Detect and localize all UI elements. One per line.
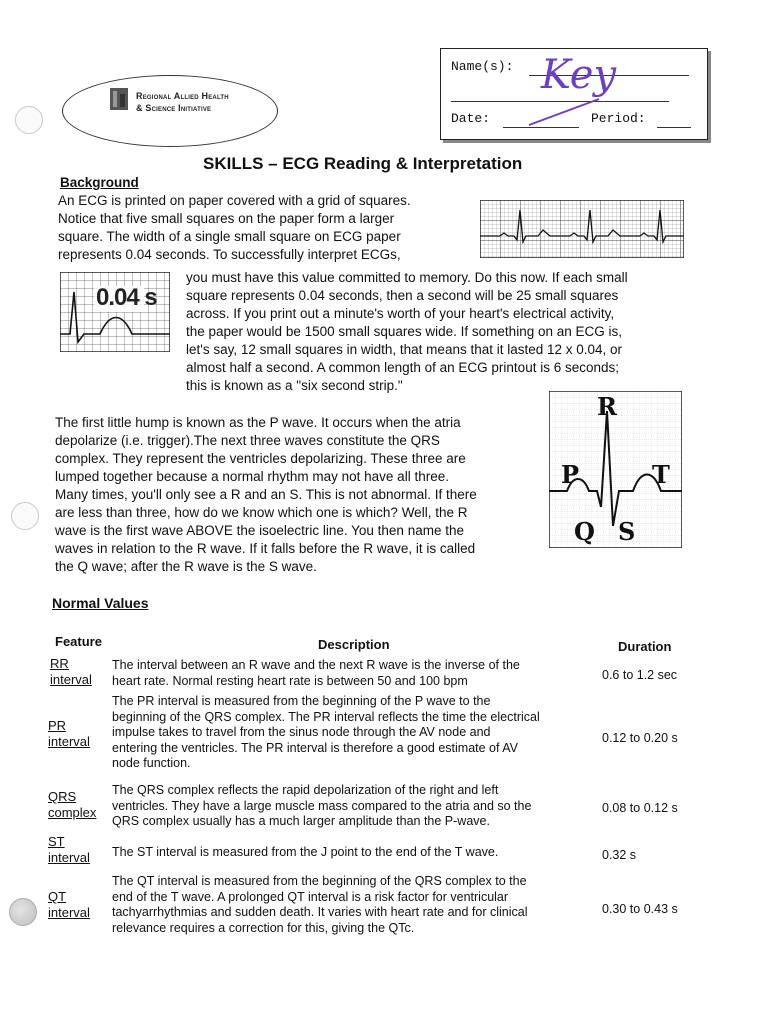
wave-label-t: T: [652, 460, 670, 489]
name-label: Name(s):: [451, 59, 514, 74]
duration-qt-interval: 0.30 to 0.43 s: [602, 902, 678, 916]
description-qrs-complex: The QRS complex reflects the rapid depolarization of the right and left ventricles. They have a large muscle mass compared to the atria and so the QRS complex usually has a much larger amplitude than the P-wave.: [112, 783, 532, 828]
duration-st-interval: 0.32 s: [602, 848, 637, 862]
logo-line-2: & Science Initiative: [136, 103, 212, 113]
name-value-handwritten: Key: [541, 52, 617, 98]
background-heading: Background: [60, 175, 139, 190]
ecg-strip-figure: [480, 200, 684, 258]
normal-values-heading: Normal Values: [52, 595, 149, 611]
logo-line-1: Regional Allied Health: [136, 91, 229, 101]
wave-label-p: P: [561, 460, 580, 489]
description-rr-interval: The interval between an R wave and the next R wave is the inverse of the heart rate. Normal resting heart rate is between 50 and 100 bpm: [112, 658, 520, 688]
page-title: SKILLS – ECG Reading & Interpretation: [203, 154, 523, 173]
description-st-interval: The ST interval is measured from the J point to the end of the T wave.: [112, 845, 499, 859]
feature-rr-interval: RR interval: [50, 656, 92, 687]
logo-text: [136, 90, 229, 114]
duration-pr-interval: 0.12 to 0.20 s: [602, 731, 678, 745]
duration-qrs-complex: 0.08 to 0.12 s: [602, 801, 678, 815]
binder-hole-top: [15, 106, 43, 134]
wave-label-r: R: [597, 392, 617, 421]
column-header-feature: Feature: [55, 634, 102, 649]
period-label: Period:: [591, 111, 646, 126]
wave-label-s: S: [618, 517, 636, 546]
description-qt-interval: The QT interval is measured from the beginning of the QRS complex to the end of the T wave. A prolonged QT interval is a risk factor for ventricular tachyarrhythmias and sudden death. It varies with heart rate and for clinical relevance requires a correction for this, giving the QTc.: [112, 874, 528, 935]
background-paragraph-top: An ECG is printed on paper covered with a grid of squares. Notice that five small squares on the paper form a larger square. The width of a single small square on ECG paper represents 0.04 seconds. To successfully interpret ECGs,: [58, 193, 411, 262]
grid-label-004s: 0.04 s: [96, 284, 157, 311]
handwritten-scribble: [525, 95, 605, 135]
column-header-description: Description: [318, 637, 390, 652]
wave-label-q: Q: [574, 517, 595, 546]
duration-rr-interval: 0.6 to 1.2 sec: [602, 668, 678, 682]
feature-qrs-complex: QRS complex: [48, 789, 97, 820]
description-pr-interval: The PR interval is measured from the beginning of the P wave to the beginning of the QRS complex. The PR interval reflects the time the electrical impulse takes to travel from the sinus node through the AV node and entering the ventricles. The PR interval is therefore a good estimate of AV node function.: [112, 694, 540, 770]
date-label: Date:: [451, 111, 491, 126]
feature-pr-interval: PR interval: [48, 718, 90, 749]
feature-st-interval: ST interval: [48, 834, 90, 865]
name-box: [440, 48, 708, 140]
binder-hole-bottom: [9, 898, 37, 926]
logo-mark-icon: [110, 88, 128, 110]
binder-hole-middle: [11, 502, 39, 530]
column-header-duration: Duration: [618, 639, 672, 654]
background-paragraph-indented: you must have this value committed to memory. Do this now. If each small square represents 0.04 seconds, then a second will be 25 small squares across. If you print out a minute's worth of your heart's electrical activity, the paper would be 1500 small squares wide. If something on an ECG is, let's say, 12 small squares in width, that means that it lasted 12 x 0.04, or almost half a second. A common length of an ECG printout is 6 seconds; this is known as a "six second strip.": [186, 270, 628, 393]
waves-paragraph: The first little hump is known as the P wave. It occurs when the atria depolarize (i.e. trigger).The next three waves constitute the QRS complex. They represent the ventricles depolarizing. These three are lumped together because a normal rhythm may not have all three. Many times, you'll only see a R and an S. This is not abnormal. If there are less than three, how do we know which one is which? Well, the R wave is the first wave ABOVE the isoelectric line. You then name the waves in relation to the R wave. If it falls before the R wave, it is called the Q wave; after the R wave is the S wave.: [55, 415, 477, 574]
feature-qt-interval: QT interval: [48, 889, 90, 920]
